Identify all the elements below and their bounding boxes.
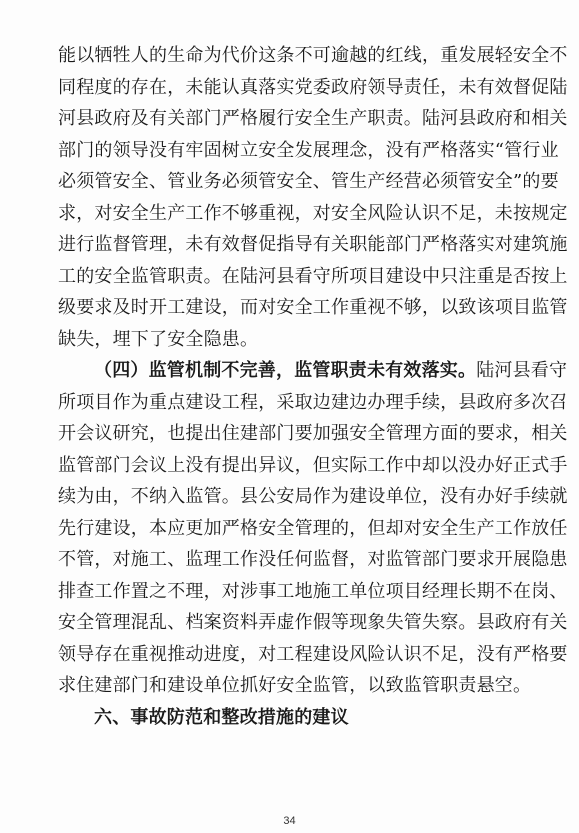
text-line: 必须管安全、管业务必须管安全、管生产经营必须管安全”的要: [58, 171, 559, 192]
text-run: 陆河县看守: [476, 360, 568, 381]
text-line: 求住建部门和建设单位抓好安全监管，以致监管职责悬空。: [58, 675, 532, 696]
text-line: 不管，对施工、监理工作没任何监督，对监管部门要求开展隐患: [58, 549, 568, 570]
section-heading: 六、事故防范和整改措施的建议: [94, 706, 349, 728]
text-line: 同程度的存在，未能认真落实党委政府领导责任，未有效督促陆: [58, 76, 568, 98]
text-line: 缺失，埋下了安全隐患。: [58, 328, 259, 350]
page-number: 34: [283, 815, 296, 827]
document-body: [58, 40, 568, 733]
text-line: 续为由，不纳入监管。县公安局作为建设单位，没有办好手续就: [58, 486, 568, 507]
paragraph-1: [58, 40, 568, 355]
text-line: 级要求及时开工建设，而对安全工作重视不够，以致该项目监管: [58, 297, 568, 318]
text-line: 领导存在重视推动进度，对工程建设风险认识不足，没有严格要: [58, 643, 568, 665]
text-line: 进行监督管理，未有效督促指导有关职能部门严格落实对建筑施: [58, 234, 568, 255]
paragraph-2: [58, 355, 568, 702]
text-line: 求，对安全生产工作不够重视，对安全风险认识不足，未按规定: [58, 202, 568, 224]
text-line: 开会议研究，也提出住建部门要加强安全管理方面的要求，相关: [58, 423, 568, 444]
text-line: 排查工作置之不理，对涉事工地施工单位项目经理长期不在岗、: [58, 580, 568, 602]
text-line: 工的安全监管职责。在陆河县看守所项目建设中只注重是否按上: [58, 265, 568, 287]
text-line: 能以牺牲人的生命为代价这条不可逾越的红线，重发展轻安全不: [58, 45, 568, 66]
text-line: 监管部门会议上没有提出异议，但实际工作中却以没办好正式手: [58, 454, 568, 476]
text-line: 所项目作为重点建设工程，采取边建边办理手续，县政府多次召: [58, 391, 568, 413]
subsection-heading: （四）监管机制不完善，监管职责未有效落实。: [94, 360, 477, 381]
paragraph-heading-line: [58, 355, 568, 387]
text-line: 先行建设，本应更加严格安全管理的，但却对安全生产工作放任: [58, 517, 568, 539]
text-line: 河县政府及有关部门严格履行安全生产职责。陆河县政府和相关: [58, 108, 568, 129]
text-line: 安全管理混乱、档案资料弄虚作假等现象失管失察。县政府有关: [58, 612, 568, 633]
text-line: 部门的领导没有牢固树立安全发展理念，没有严格落实“管行业: [58, 139, 559, 161]
